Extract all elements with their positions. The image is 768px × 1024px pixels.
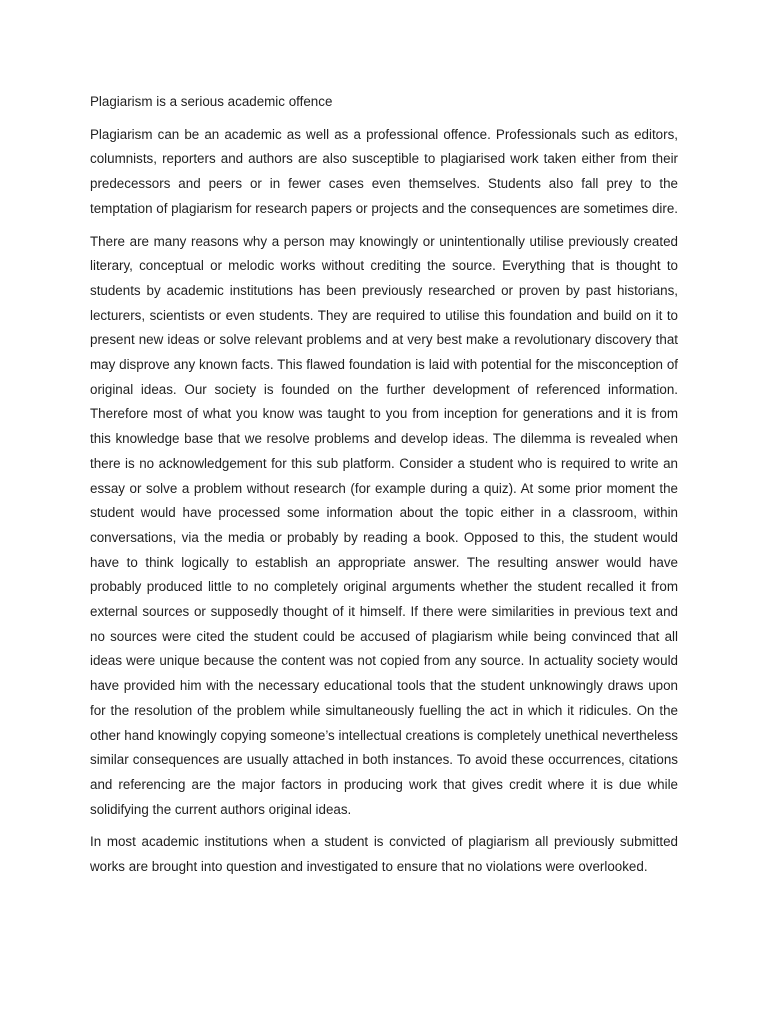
document-body — [90, 90, 678, 888]
paragraph-intro: Plagiarism can be an academic as well as a professional offence. Professionals such as editors, columnists, reporters and authors are also susceptible to plagiarised work taken either from their predecessors and peers or in fewer cases even themselves. Students also fall prey to the temptation of plagiarism for research papers or projects and the consequences are sometimes dire. — [90, 126, 678, 216]
document-title: Plagiarism is a serious academic offence — [90, 94, 333, 109]
paragraph-institutions: In most academic institutions when a student is convicted of plagiarism all previously submitted works are brought into question and investigated to ensure that no violations were overlooked. — [90, 834, 678, 875]
paragraph-reasons: There are many reasons why a person may knowingly or unintentionally utilise previously created literary, conceptual or melodic works without crediting the source. Everything that is thought to students by academic institutions has been previously researched or proven by past historians, lecturers, scientists or even students. They are required to utilise this foundation and build on it to present new ideas or solve relevant problems and at very best make a revolutionary discovery that may disprove any known facts. This flawed foundation is laid with potential for the misconception of original ideas. Our society is founded on the further development of referenced information. Therefore most of what you know was taught to you from inception for generations and it is from this knowledge base that we resolve problems and develop ideas. The dilemma is revealed when there is no acknowledgement for this sub platform. Consider a student who is required to write an essay or solve a problem without research (for example during a quiz). At some prior moment the student would have processed some information about the topic either in a classroom, within conversations, via the media or probably by reading a book. Opposed to this, the student would have to think logically to establish an appropriate answer. The resulting answer would have probably produced little to no completely original arguments whether the student recalled it from external sources or supposedly thought of it himself. If there were similarities in previous text and no sources were cited the student could be accused of plagiarism while being convinced that all ideas were unique because the content was not copied from any source. In actuality society would have provided him with the necessary educational tools that the student unknowingly draws upon for the resolution of the problem while simultaneously fuelling the act in which it ridicules. On the other hand knowingly copying someone’s intellectual creations is completely unethical nevertheless similar consequences are usually attached in both instances. To avoid these occurrences, citations and referencing are the major factors in producing work that gives credit where it is due while solidifying the current authors original ideas. — [90, 233, 678, 817]
